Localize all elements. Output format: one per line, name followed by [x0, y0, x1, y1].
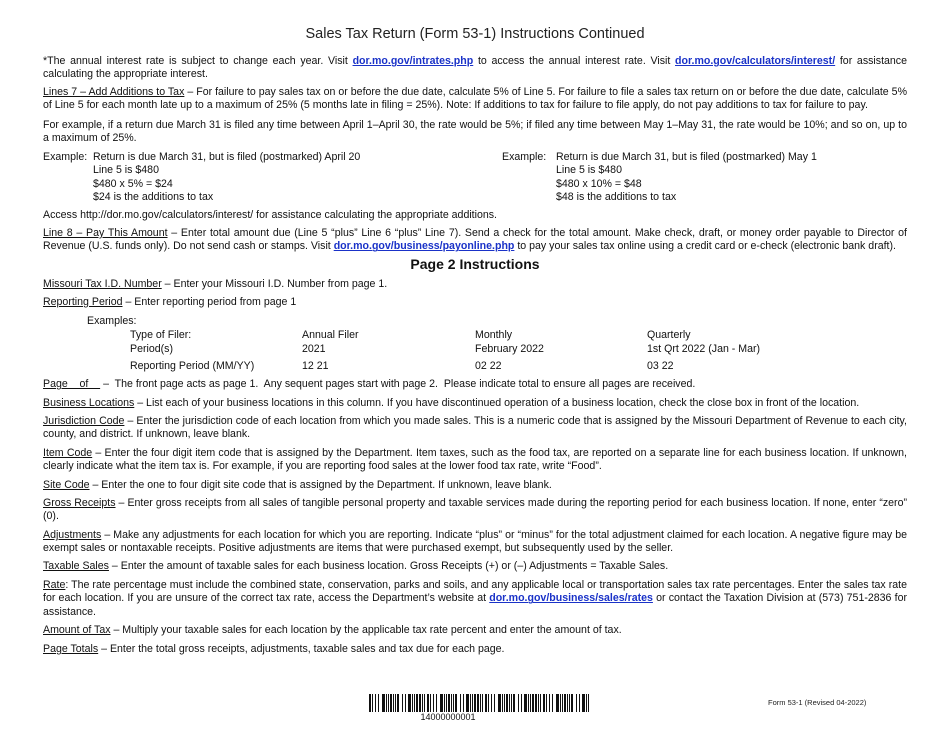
barcode-bar [518, 694, 519, 712]
barcode-bar [402, 694, 403, 712]
barcode-bar [477, 694, 479, 712]
barcode-bar [419, 694, 421, 712]
interest-note: *The annual interest rate is subject to change each year. Visit dor.mo.gov/intrates.php to access the annual interest rate. Visit dor.mo.gov/calculators/interest/ for assistance calculating the appropriate interest. [43, 55, 907, 81]
amount-of-tax-paragraph: Amount of Tax – Multiply your taxable sales for each location by the applicable tax rate percent and enter the amount of tax. [43, 624, 622, 636]
barcode-bar [474, 694, 476, 712]
payonline-link[interactable]: dor.mo.gov/business/payonline.php [333, 240, 515, 253]
barcode-bar [369, 694, 371, 712]
barcode-bar [482, 694, 483, 712]
site-code-paragraph: Site Code – Enter the one to four digit site code that is assigned by the Department. If unknown, leave blank. [43, 479, 552, 491]
line8-heading: Line 8 – Pay This Amount [43, 227, 168, 239]
barcode-bar [549, 694, 550, 712]
barcode-bar [397, 694, 399, 712]
barcode-bar [424, 694, 425, 712]
barcode-bar [588, 694, 589, 712]
barcode-bar [504, 694, 505, 712]
barcode-bar [498, 694, 501, 712]
barcode-bar [382, 694, 385, 712]
barcode-bar [538, 694, 539, 712]
barcode-bar [521, 694, 522, 712]
line7-heading: Lines 7 – Add Additions to Tax [43, 86, 185, 98]
barcode-bar [509, 694, 510, 712]
barcode-bar [579, 694, 580, 712]
barcode-bar [453, 694, 454, 712]
page-of-paragraph: Page of – The front page acts as page 1. Any sequent pages start with page 2. Please indicate total to ensure all pages are received. [43, 378, 696, 390]
barcode-bar [472, 694, 473, 712]
barcode-bar [388, 694, 389, 712]
barcode-bar [444, 694, 445, 712]
barcode-bar [560, 694, 561, 712]
barcode-bar [440, 694, 443, 712]
barcode-bar [372, 694, 373, 712]
barcode-bar [513, 694, 515, 712]
barcode-bar [546, 694, 547, 712]
barcode-bar [470, 694, 471, 712]
barcode-bar [485, 694, 487, 712]
barcode-bar [408, 694, 411, 712]
sales-rates-link[interactable]: dor.mo.gov/business/sales/rates [489, 592, 653, 605]
line8-paragraph: Line 8 – Pay This Amount – Enter total amount due (Line 5 “plus” Line 6 “plus” Line 7). Send a check for the total amount. Make check, draft, or money order payable to Director of Revenue (U.S. funds only). Do not send cash or stamps. Visit dor.mo.gov/business/payonline.php to pay your sales tax online using a credit card or e-check (electronic bank draft). [43, 227, 907, 253]
barcode-bar [556, 694, 559, 712]
barcode-bar [395, 694, 396, 712]
barcode-bar [460, 694, 461, 712]
barcode-bar [586, 694, 587, 712]
barcode-bar [569, 694, 570, 712]
rate-paragraph: Rate: The rate percentage must include the combined state, conservation, parks and soils, and any applicable local or transportation sales tax rate percentages. Enter the sales tax rate for each location. If you are unsure of the correct tax rate, access the Department’s website at dor.mo.gov/business/sales/rates or contact the Taxation Division at (573) 751-2836 for assistance. [43, 579, 907, 618]
barcode-bar [530, 694, 531, 712]
taxable-sales-paragraph: Taxable Sales – Enter the amount of taxable sales for each business location. Gross Receipts (+) or (–) Adjustments = Taxable Sales. [43, 560, 669, 572]
barcode-bar [448, 694, 450, 712]
barcode-bar [463, 694, 464, 712]
barcode-bar [386, 694, 387, 712]
barcode-bar [393, 694, 394, 712]
adjustments-paragraph: Adjustments – Make any adjustments for each location for which you are reporting. Indicate “plus” or “minus” for the total adjustment claimed for each location. A negative figure may be exempt sales or nontaxable receipts. Positive adjustments are items that were purchased exempt, but subsequently used by the seller. [43, 529, 907, 555]
page-totals-paragraph: Page Totals – Enter the total gross receipts, adjustments, taxable sales and tax due for each page. [43, 643, 505, 655]
line7-paragraph: Lines 7 – Add Additions to Tax – For failure to pay sales tax on or before the due date, calculate 5% of Line 5. For failure to file a sales tax return on or before the due date, calculate 5% of Line 5 for each month late up to a maximum of 25% (5 months late in filing = 25%). Note: If additions to tax for failure to file apply, do not pay additions to tax for failure to pay. [43, 86, 907, 112]
barcode-bar [451, 694, 452, 712]
business-locations-paragraph: Business Locations – List each of your business locations in this column. If you have discontinued operation of a business location, check the close box in front of the location. [43, 397, 860, 409]
barcode-bar [480, 694, 481, 712]
page2-heading: Page 2 Instructions [410, 256, 540, 272]
barcode-bar [375, 694, 376, 712]
reporting-period-paragraph: Reporting Period – Enter reporting period from page 1 [43, 296, 297, 308]
item-code-paragraph: Item Code – Enter the four digit item code that is assigned by the Department. Item taxes, such as the food tax, are reported on a separate line for each business location. If unknown, clearly indicate what the item tax is. For example, if you are reporting food sales at the lower food tax rate, write “Food”. [43, 447, 907, 473]
jurisdiction-code-paragraph: Jurisdiction Code – Enter the jurisdiction code of each location from which you made sales. This is a numeric code that is assigned by the Missouri Department of Revenue to each city, county, and district. If unknown, leave blank. [43, 415, 907, 441]
barcode-bar [422, 694, 423, 712]
barcode-bar [567, 694, 568, 712]
barcode-bar [405, 694, 406, 712]
tax-id-paragraph: Missouri Tax I.D. Number – Enter your Missouri I.D. Number from page 1. [43, 278, 388, 290]
barcode-number: 14000000001 [420, 712, 476, 722]
intrates-link[interactable]: dor.mo.gov/intrates.php [352, 55, 474, 67]
barcode-bar [528, 694, 529, 712]
barcode-bar [378, 694, 379, 712]
interest-calculator-link[interactable]: dor.mo.gov/calculators/interest/ [675, 55, 836, 67]
form-number: Form 53-1 (Revised 04-2022) [768, 698, 867, 707]
page-title: Sales Tax Return (Form 53-1) Instructions Continued [305, 26, 645, 42]
examples-table: Examples: Type of Filer: Period(s) Reporting Period (MM/YY) Annual Filer 2021 12 21 Monthly February 2022 02 22 Quarterly 1st Qrt 2022 (Jan - Mar) 03 22 [87, 315, 761, 372]
barcode-bar [427, 694, 429, 712]
barcode-bar [390, 694, 392, 712]
gross-receipts-paragraph: Gross Receipts – Enter gross receipts from all sales of tangible personal property and taxable services made during the reporting period for each business location. If none, enter “zero” (0). [43, 497, 908, 523]
barcode-bar [416, 694, 418, 712]
barcode-bar [488, 694, 489, 712]
barcode-bar [455, 694, 457, 712]
barcode-bar [571, 694, 573, 712]
barcode-bar [543, 694, 545, 712]
barcode [369, 694, 591, 712]
barcode-bar [552, 694, 553, 712]
examples-label: Examples: [87, 315, 137, 327]
for-example-paragraph: For example, if a return due March 31 is filed any time between April 1–April 30, the rate would be 5%; if filed any time between May 1–May 31, the rate would be 10%; and so on, up to a maximum of 25%. [43, 119, 907, 145]
barcode-bar [446, 694, 447, 712]
barcode-bar [511, 694, 512, 712]
barcode-bar [502, 694, 503, 712]
barcode-bar [535, 694, 537, 712]
barcode-bar [414, 694, 415, 712]
barcode-bar [582, 694, 585, 712]
barcode-bar [466, 694, 469, 712]
access-paragraph: Access http://dor.mo.gov/calculators/interest/ for assistance calculating the appropriate additions. [43, 209, 498, 221]
barcode-bar [506, 694, 508, 712]
barcode-bar [564, 694, 566, 712]
barcode-bar [524, 694, 527, 712]
barcode-bar [436, 694, 437, 712]
barcode-bar [540, 694, 541, 712]
barcode-bar [494, 694, 495, 712]
barcode-bar [433, 694, 434, 712]
barcode-bar [491, 694, 492, 712]
barcode-bar [430, 694, 431, 712]
barcode-bar [412, 694, 413, 712]
barcode-bar [576, 694, 577, 712]
barcode-bar [562, 694, 563, 712]
barcode-bar [532, 694, 534, 712]
